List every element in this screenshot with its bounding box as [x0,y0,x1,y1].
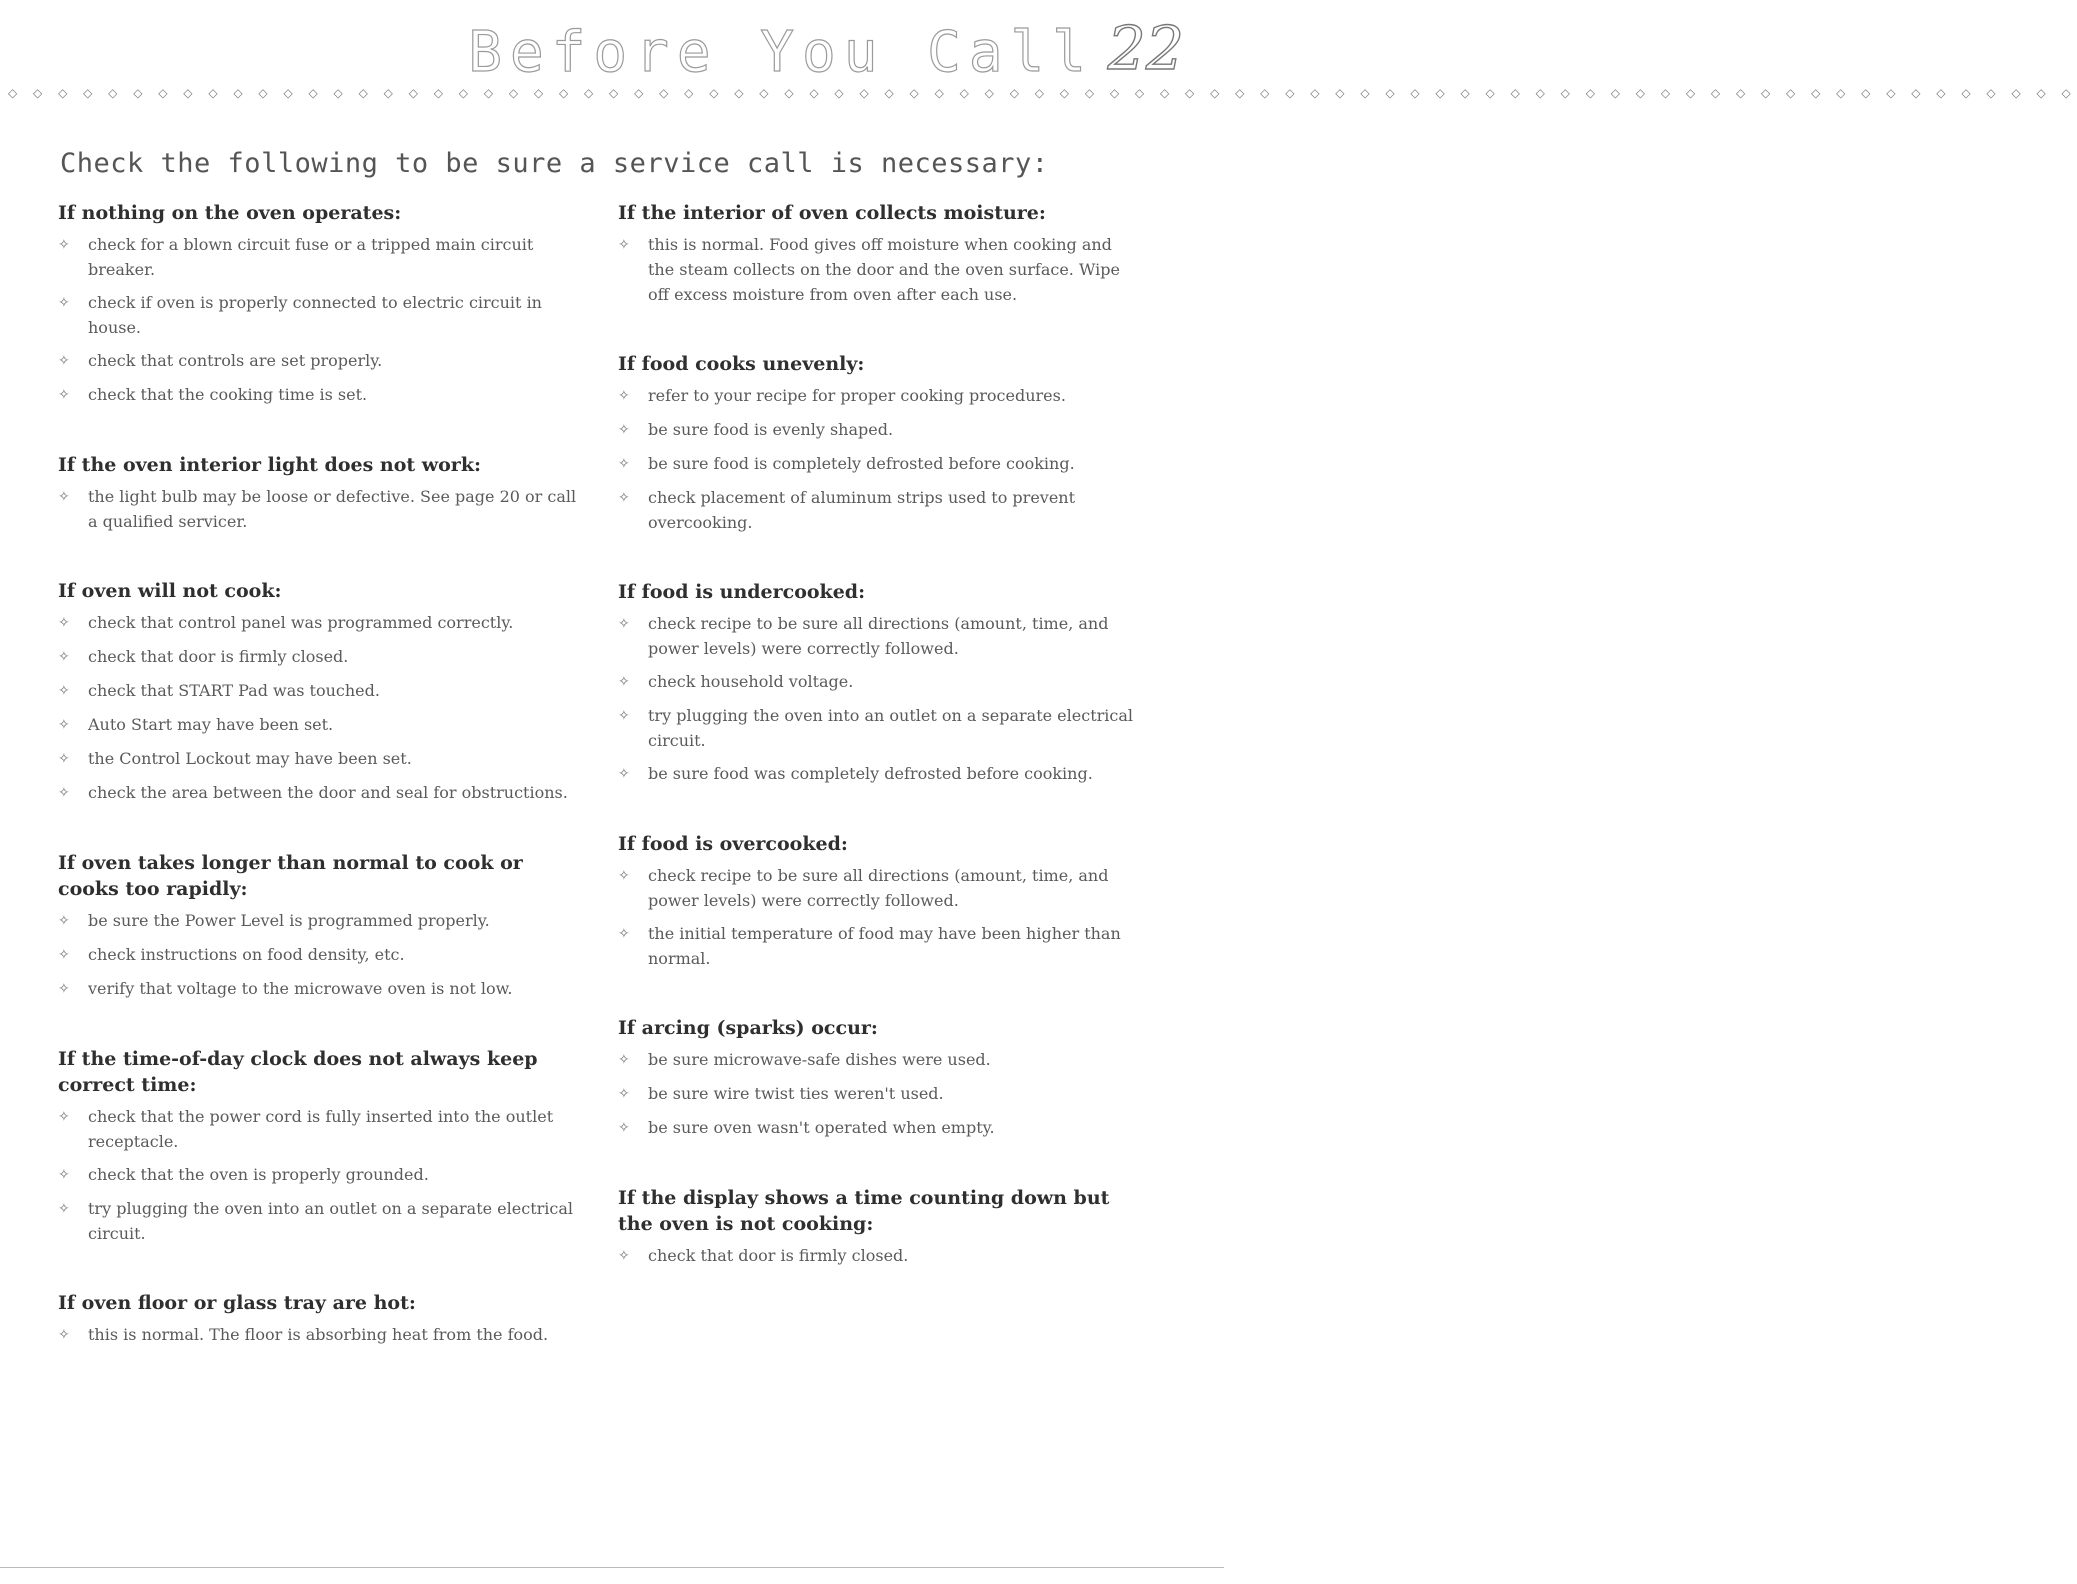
diamond-bullet-icon: ✧ [58,295,70,311]
section-heading: If the time-of-day clock does not always keep correct time: [58,1048,538,1096]
diamond-bullet-icon: ✧ [58,1201,70,1217]
list-item-text: check that door is firmly closed. [648,1246,909,1265]
list-item [58,1322,578,1348]
diamond-bullet-icon: ✧ [58,353,70,369]
list-item-text: be sure microwave-safe dishes were used. [648,1050,991,1069]
troubleshooting-section [58,578,578,806]
list-item [58,382,578,408]
lead-heading: Check the following to be sure a service call is necessary: [60,148,1049,179]
diamond-bullet-icon: ✧ [58,913,70,929]
list-item-text: check that door is firmly closed. [88,647,349,666]
section-heading: If oven floor or glass tray are hot: [58,1292,416,1314]
list-item [58,232,578,282]
troubleshooting-section [618,1015,1138,1141]
list-item [58,678,578,704]
list-item-text: Auto Start may have been set. [88,715,334,734]
troubleshooting-section [58,452,578,534]
list-item [618,232,1138,307]
diamond-bullet-icon: ✧ [58,489,70,505]
list-item [618,485,1138,535]
left-column [58,200,578,1392]
diamond-bullet-icon: ✧ [618,1248,630,1264]
troubleshooting-section [618,831,1138,971]
list-item [618,1047,1138,1073]
list-item-text: verify that voltage to the microwave oven is not low. [88,979,513,998]
diamond-bullet-icon: ✧ [58,947,70,963]
list-item [618,703,1138,753]
list-item [618,417,1138,443]
list-item-text: the light bulb may be loose or defective. See page 20 or call a qualified servicer. [88,487,577,531]
list-item-text: check the area between the door and seal for obstructions. [88,783,568,802]
troubleshooting-section [618,1185,1138,1269]
list-item-text: try plugging the oven into an outlet on a separate electrical circuit. [648,706,1133,750]
section-heading: If food is undercooked: [618,581,866,603]
list-item-text: check recipe to be sure all directions (amount, time, and power levels) were correctly followed. [648,614,1109,658]
list-item [58,1196,578,1246]
section-heading: If arcing (sparks) occur: [618,1017,878,1039]
diamond-bullet-icon: ✧ [618,490,630,506]
section-heading: If the display shows a time counting down but the oven is not cooking: [618,1187,1110,1235]
list-item [58,1162,578,1188]
bottom-rule [0,1567,1224,1568]
list-item-text: check if oven is properly connected to electric circuit in house. [88,293,542,337]
list-item [618,1243,1138,1269]
list-item [618,451,1138,477]
section-heading: If the oven interior light does not work: [58,454,482,476]
troubleshooting-section [58,1290,578,1348]
list-item-text: be sure food is evenly shaped. [648,420,894,439]
list-item-text: the initial temperature of food may have been higher than normal. [648,924,1121,968]
list-item-text: check household voltage. [648,672,854,691]
list-item [618,669,1138,695]
diamond-bullet-icon: ✧ [58,615,70,631]
list-item-text: be sure food is completely defrosted before cooking. [648,454,1075,473]
list-item [618,761,1138,787]
section-heading: If the interior of oven collects moisture: [618,202,1046,224]
list-item [618,383,1138,409]
diamond-bullet-icon: ✧ [58,387,70,403]
list-item-text: check for a blown circuit fuse or a tripped main circuit breaker. [88,235,534,279]
list-item-text: check that controls are set properly. [88,351,383,370]
list-item [58,976,578,1002]
diamond-bullet-icon: ✧ [58,717,70,733]
troubleshooting-section [58,200,578,408]
diamond-divider: ◇ ◇ ◇ ◇ ◇ ◇ ◇ ◇ ◇ ◇ ◇ ◇ ◇ ◇ ◇ ◇ ◇ ◇ ◇ ◇ ◇ ◇ ◇ ◇ ◇ ◇ ◇ ◇ ◇ ◇ ◇ ◇ ◇ ◇ ◇ ◇ ◇ ◇ ◇ ◇ ◇ ◇ ◇ ◇ ◇ ◇ ◇ ◇ ◇ ◇ ◇ ◇ ◇ ◇ ◇ ◇ ◇ ◇ ◇ ◇ ◇ ◇ ◇ ◇ ◇ ◇ ◇ ◇ ◇ ◇ ◇ ◇ ◇ ◇ ◇ ◇ ◇ ◇ ◇ ◇ ◇ ◇ ◇ [8,86,2077,100]
list-item-text: check that the power cord is fully inserted into the outlet receptacle. [88,1107,554,1151]
diamond-bullet-icon: ✧ [58,649,70,665]
list-item [58,348,578,374]
page-number: 22 [1107,14,1184,84]
list-item [58,644,578,670]
list-item-text: check recipe to be sure all directions (amount, time, and power levels) were correctly followed. [648,866,1109,910]
list-item [58,780,578,806]
diamond-bullet-icon: ✧ [618,1086,630,1102]
list-item-text: this is normal. Food gives off moisture when cooking and the steam collects on the door and the oven surface. Wipe off excess moisture from oven after each use. [648,235,1120,304]
diamond-bullet-icon: ✧ [618,926,630,942]
diamond-bullet-icon: ✧ [58,785,70,801]
list-item [618,863,1138,913]
list-item-text: refer to your recipe for proper cooking procedures. [648,386,1066,405]
diamond-bullet-icon: ✧ [58,751,70,767]
list-item-text: check that START Pad was touched. [88,681,380,700]
list-item [58,908,578,934]
diamond-bullet-icon: ✧ [58,1327,70,1343]
diamond-bullet-icon: ✧ [618,1120,630,1136]
right-column [618,200,1138,1313]
list-item [58,1104,578,1154]
diamond-bullet-icon: ✧ [58,237,70,253]
list-item-text: check that control panel was programmed correctly. [88,613,514,632]
section-heading: If oven takes longer than normal to cook or cooks too rapidly: [58,852,523,900]
troubleshooting-section [58,850,578,1002]
list-item [58,712,578,738]
list-item [618,921,1138,971]
list-item-text: try plugging the oven into an outlet on a separate electrical circuit. [88,1199,573,1243]
section-heading: If food is overcooked: [618,833,848,855]
diamond-bullet-icon: ✧ [618,766,630,782]
diamond-bullet-icon: ✧ [58,683,70,699]
list-item [618,611,1138,661]
list-item [618,1115,1138,1141]
list-item-text: be sure food was completely defrosted before cooking. [648,764,1093,783]
list-item-text: be sure the Power Level is programmed properly. [88,911,490,930]
diamond-bullet-icon: ✧ [58,981,70,997]
list-item [58,290,578,340]
page-title: Before You Call [468,20,1094,85]
troubleshooting-section [618,200,1138,307]
troubleshooting-section [618,579,1138,787]
list-item-text: check that the cooking time is set. [88,385,368,404]
diamond-bullet-icon: ✧ [618,422,630,438]
diamond-bullet-icon: ✧ [618,616,630,632]
diamond-bullet-icon: ✧ [618,868,630,884]
list-item [58,942,578,968]
diamond-bullet-icon: ✧ [618,674,630,690]
list-item-text: this is normal. The floor is absorbing heat from the food. [88,1325,549,1344]
section-heading: If oven will not cook: [58,580,282,602]
diamond-bullet-icon: ✧ [58,1109,70,1125]
diamond-bullet-icon: ✧ [618,388,630,404]
diamond-bullet-icon: ✧ [618,1052,630,1068]
diamond-bullet-icon: ✧ [58,1167,70,1183]
list-item [618,1081,1138,1107]
list-item-text: check instructions on food density, etc. [88,945,405,964]
troubleshooting-section [58,1046,578,1246]
list-item-text: check that the oven is properly grounded. [88,1165,429,1184]
list-item-text: be sure oven wasn't operated when empty. [648,1118,995,1137]
diamond-bullet-icon: ✧ [618,708,630,724]
section-heading: If food cooks unevenly: [618,353,865,375]
list-item-text: check placement of aluminum strips used to prevent overcooking. [648,488,1076,532]
list-item [58,484,578,534]
section-heading: If nothing on the oven operates: [58,202,402,224]
troubleshooting-section [618,351,1138,535]
list-item-text: the Control Lockout may have been set. [88,749,412,768]
diamond-bullet-icon: ✧ [618,456,630,472]
diamond-bullet-icon: ✧ [618,237,630,253]
list-item [58,610,578,636]
list-item [58,746,578,772]
list-item-text: be sure wire twist ties weren't used. [648,1084,944,1103]
